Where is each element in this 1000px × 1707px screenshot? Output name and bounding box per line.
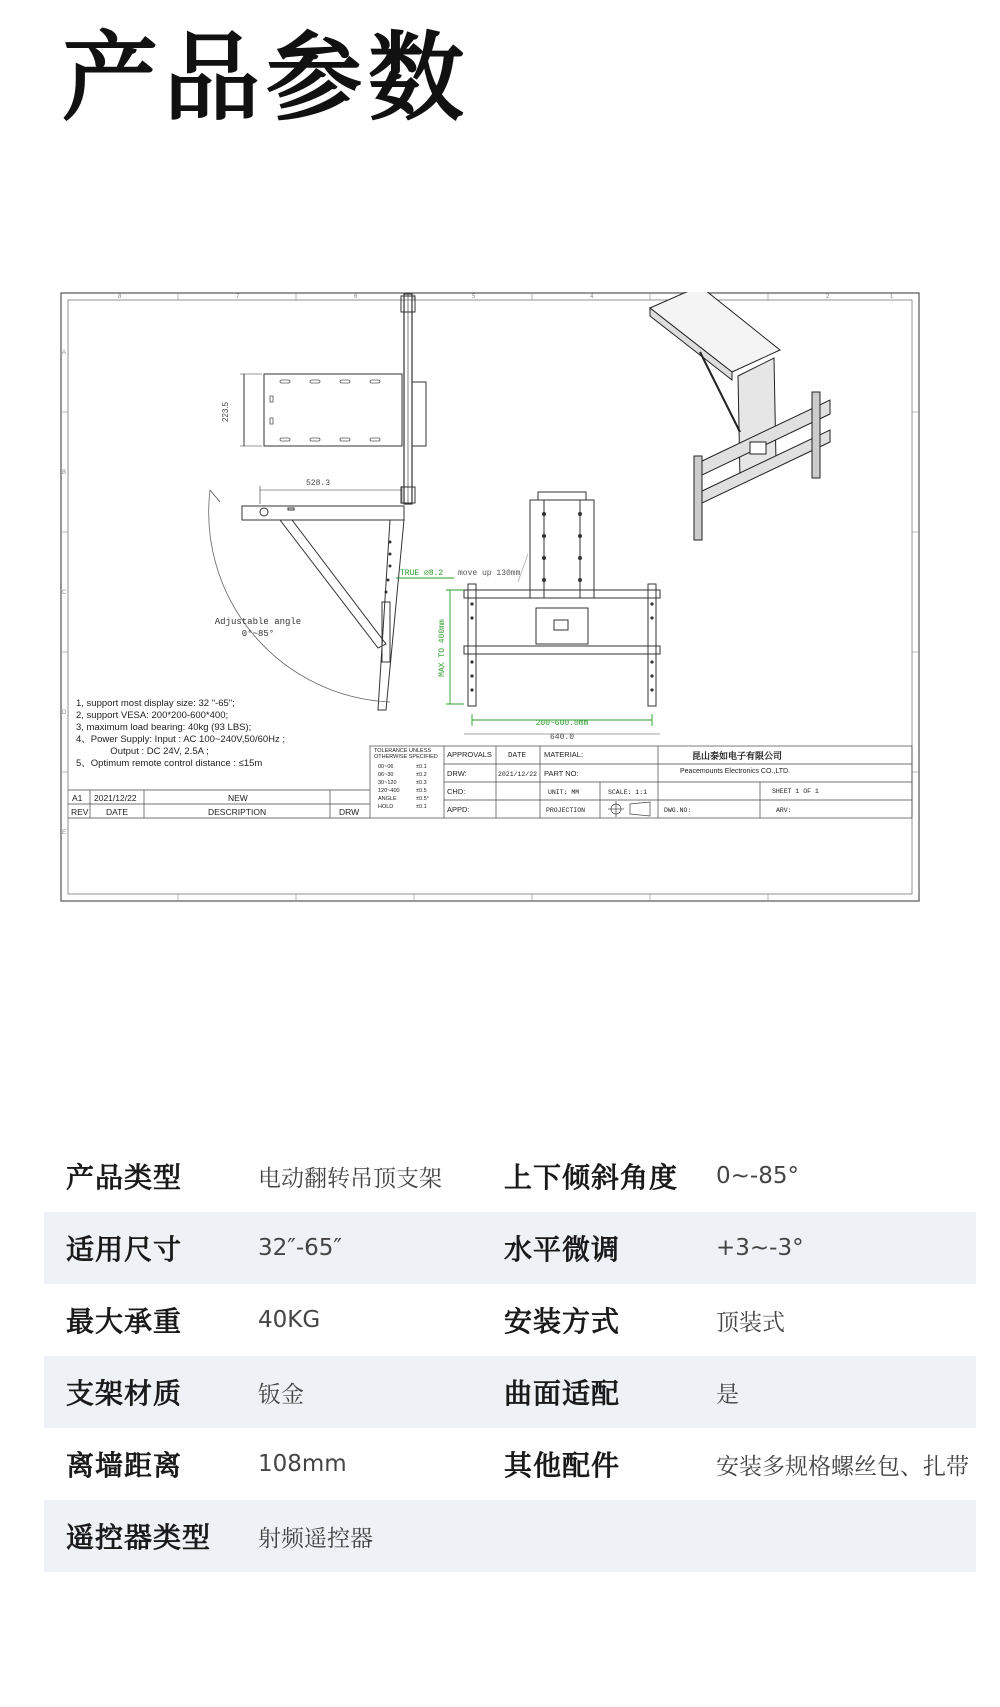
border-col-label: 7 [236, 294, 240, 300]
material-label: MATERIAL: [544, 750, 584, 759]
tolerance-range: 06~30 [378, 772, 394, 778]
tolerance-range: 120~400 [378, 788, 400, 794]
border-col-label: 1 [890, 294, 894, 300]
param-label: 水平微调 [504, 1233, 621, 1266]
dim-move-up: move up 130mm [458, 569, 521, 578]
rev-date: 2021/12/22 [94, 793, 137, 803]
technical-drawing [60, 292, 920, 902]
spec-line: 3, maximum load bearing: 40kg (93 LBS); [76, 722, 252, 733]
param-row [44, 1212, 976, 1284]
rev-col-date: DATE [106, 807, 129, 817]
param-label: 曲面适配 [504, 1377, 621, 1410]
param-value: 40KG [258, 1307, 321, 1333]
tolerance-range: HOLD [378, 804, 394, 810]
approvals-date-label: DATE [508, 752, 527, 760]
tolerance-value: ±0.1 [416, 804, 427, 810]
param-value: 是 [716, 1381, 739, 1408]
param-value: 顶装式 [716, 1309, 785, 1336]
appd-label: APPD: [447, 805, 470, 814]
drw-label: DRW: [447, 769, 467, 778]
rev-value: A1 [72, 793, 83, 803]
scale-label: SCALE: 1:1 [608, 789, 648, 796]
company-name-en: Peacemounts Electronics CO.,LTD. [680, 768, 790, 775]
tolerance-value: ±0.5 [416, 788, 427, 794]
tolerance-range: ANGLE [378, 796, 397, 802]
tolerance-header: OTHERWISE SPECIFIED [374, 754, 438, 760]
param-label: 适用尺寸 [66, 1233, 183, 1266]
dim-max-height: MAX TO 400mm [438, 619, 447, 677]
param-value: 射频遥控器 [258, 1525, 373, 1552]
spec-line: 4、Power Supply: Input : AC 100~240V,50/60Hz ; [76, 734, 286, 745]
projection-label: PROJECTION [546, 807, 586, 814]
tolerance-header: TOLERANCE UNLESS [374, 748, 432, 754]
part-no-label: PART NO: [544, 769, 579, 778]
tolerance-range: 00~06 [378, 764, 394, 770]
param-value: 32″-65″ [258, 1235, 343, 1261]
dim-height-top: 223.5 [221, 401, 230, 423]
param-row [44, 1428, 976, 1500]
border-row-label: B [62, 470, 67, 476]
params-table [44, 1140, 976, 1572]
company-name-cn: 昆山泰如电子有限公司 [692, 751, 783, 761]
tolerance-value: ±0.3 [416, 780, 427, 786]
dim-hole: TRUE ⌀8.2 [400, 569, 444, 578]
tolerance-value: ±0.5° [416, 796, 429, 802]
tolerance-range: 30~120 [378, 780, 397, 786]
drw-date: 2021/12/22 [498, 771, 538, 778]
border-col-label: 2 [826, 294, 830, 300]
approvals-label: APPROVALS [447, 750, 492, 759]
dwg-no-label: DWG.NO: [664, 807, 692, 814]
param-label: 遥控器类型 [66, 1521, 212, 1554]
dim-width-top: 528.3 [306, 479, 331, 488]
angle-note-line1: Adjustable angle [214, 617, 302, 627]
dim-total-width: 640.0 [549, 733, 575, 742]
border-col-label: 6 [354, 294, 358, 300]
border-row-label: E [62, 830, 67, 836]
param-label: 安装方式 [504, 1305, 621, 1338]
spec-line: 5、Optimum remote control distance : ≤15m [76, 758, 263, 769]
param-row [44, 1140, 976, 1212]
border-col-label: 4 [590, 294, 594, 300]
rev-col-rev: REV [71, 807, 89, 817]
border-row-label: D [62, 710, 67, 716]
angle-note-line2: 0°~85° [241, 629, 275, 639]
spec-line: 2, support VESA: 200*200-600*400; [76, 710, 229, 721]
param-value: +3~-3° [716, 1235, 804, 1261]
rev-col-desc: DESCRIPTION [208, 807, 267, 817]
border-col-label: 5 [472, 294, 476, 300]
rev-col-drw: DRW [339, 807, 360, 817]
param-label: 支架材质 [66, 1377, 183, 1410]
spec-line: 1, support most display size: 32 "-65"; [76, 698, 235, 709]
param-row [44, 1500, 976, 1572]
border-row-label: C [62, 590, 67, 596]
param-row [44, 1356, 976, 1428]
tolerance-value: ±0.1 [416, 764, 427, 770]
border-row-label: A [62, 350, 67, 356]
rev-description: NEW [228, 793, 248, 803]
param-value: 电动翻转吊顶支架 [258, 1165, 442, 1192]
arv-label: ARV: [776, 807, 792, 814]
param-value: 安装多规格螺丝包、扎带 [716, 1453, 969, 1480]
spec-line: Output : DC 24V, 2.5A ; [76, 746, 209, 757]
param-label: 上下倾斜角度 [504, 1161, 679, 1194]
border-col-label: 8 [118, 294, 122, 300]
param-row [44, 1284, 976, 1356]
unit-label: UNIT: MM [548, 789, 580, 796]
param-value: 108mm [258, 1451, 347, 1477]
chd-label: CHD: [447, 787, 466, 796]
param-value: 0~-85° [716, 1163, 799, 1189]
param-label: 最大承重 [66, 1305, 183, 1338]
page-title: 产品参数 [62, 22, 470, 134]
dim-range-width: 200~600.0mm [535, 719, 589, 728]
param-label: 其他配件 [504, 1449, 621, 1482]
drawing-svg [60, 292, 920, 902]
param-label: 离墙距离 [66, 1449, 183, 1482]
param-label: 产品类型 [66, 1161, 183, 1194]
param-value: 钣金 [258, 1381, 304, 1408]
sheet-label: SHEET 1 OF 1 [772, 788, 819, 795]
tolerance-value: ±0.2 [416, 772, 427, 778]
